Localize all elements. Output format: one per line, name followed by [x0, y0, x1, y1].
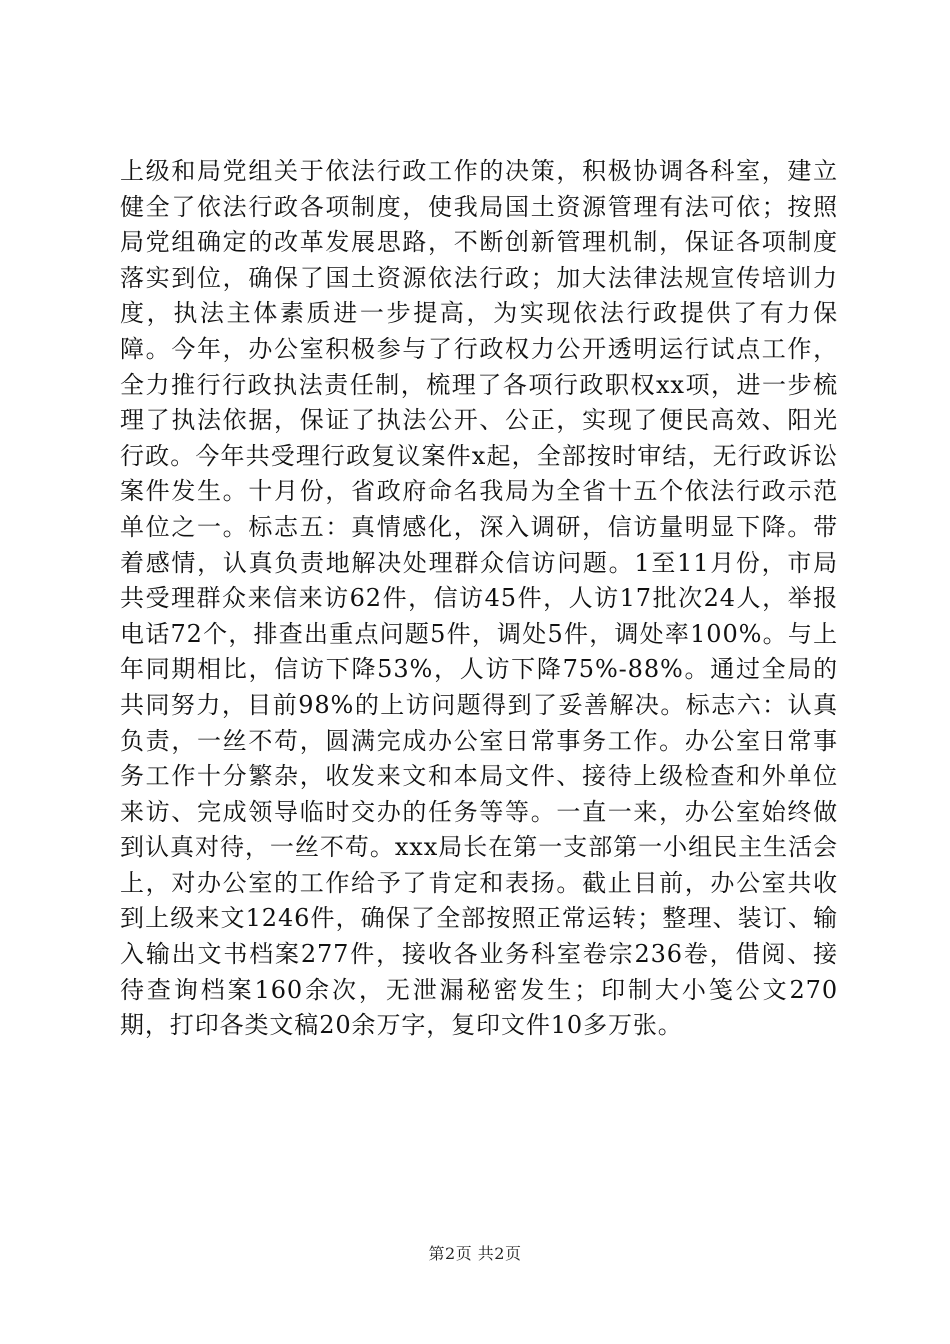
body-paragraph: 上级和局党组关于依法行政工作的决策，积极协调各科室，建立健全了依法行政各项制度，使我局国土资源管理有法可依；按照局党组确定的改革发展思路，不断创新管理机制，保证各项制度落实到位，确保了国土资源依法行政；加大法律法规宣传培训力度，执法主体素质进一步提高，为实现依法行政提供了有力保障。今年，办公室积极参与了行政权力公开透明运行试点工作，全力推行行政执法责任制，梳理了各项行政职权xx项，进一步梳理了执法依据，保证了执法公开、公正，实现了便民高效、阳光行政。今年共受理行政复议案件x起，全部按时审结，无行政诉讼案件发生。十月份，省政府命名我局为全省十五个依法行政示范单位之一。标志五：真情感化，深入调研，信访量明显下降。带着感情，认真负责地解决处理群众信访问题。1至11月份，市局共受理群众来信来访62件，信访45件，人访17批次24人，举报电话72个，排查出重点问题5件，调处5件，调处率100%。与上年同期相比，信访下降53%，人访下降75%-88%。通过全局的共同努力，目前98%的上访问题得到了妥善解决。标志六：认真负责，一丝不苟，圆满完成办公室日常事务工作。办公室日常事务工作十分繁杂，收发来文和本局文件、接待上级检查和外单位来访、完成领导临时交办的任务等等。一直一来，办公室始终做到认真对待，一丝不苟。xxx局长在第一支部第一小组民主生活会上，对办公室的工作给予了肯定和表扬。截止目前，办公室共收到上级来文1246件，确保了全部按照正常运转；整理、装订、输入输出文书档案277件，接收各业务科室卷宗236卷，借阅、接待查询档案160余次，无泄漏秘密发生；印制大小笺公文270期，打印各类文稿20余万字，复印文件10多万张。	[120, 157, 838, 1040]
page-footer: 第2页 共2页	[428, 1244, 522, 1263]
